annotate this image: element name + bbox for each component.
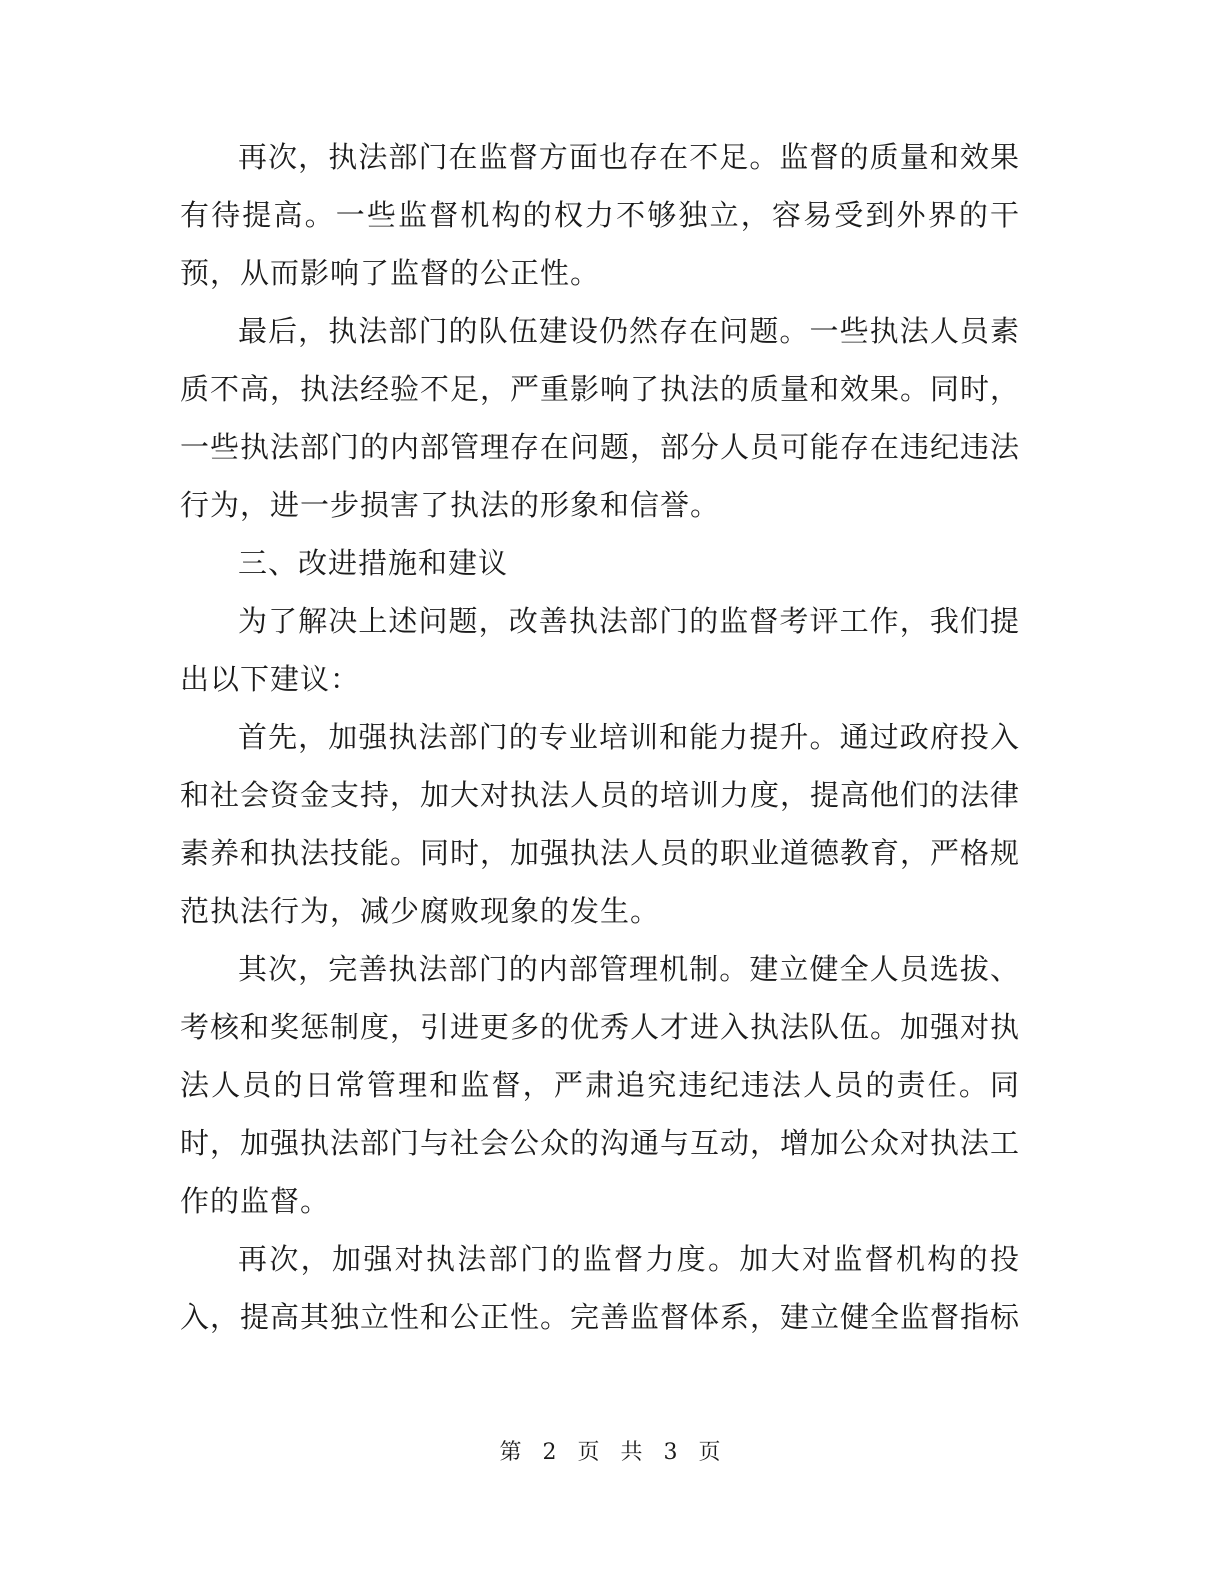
- paragraph-training: 首先，加强执法部门的专业培训和能力提升。通过政府投入和社会资金支持，加大对执法人员的培训力度，提高他们的法律素养和执法技能。同时，加强执法人员的职业道德教育，严格规范执法行为，减少腐败现象的发生。: [180, 720, 1021, 928]
- section-heading-improvements: 三、改进措施和建议: [238, 546, 509, 580]
- paragraph-supervision-deficiency: 再次，执法部门在监督方面也存在不足。监督的质量和效果有待提高。一些监督机构的权力不够独立，容易受到外界的干预，从而影响了监督的公正性。: [180, 140, 1020, 290]
- paragraph-intro-suggestions: 为了解决上述问题，改善执法部门的监督考评工作，我们提出以下建议：: [180, 604, 1020, 696]
- document-body: [180, 128, 1020, 1346]
- page-number-footer: 第 2 页 共 3 页: [499, 1440, 725, 1465]
- paragraph-internal-management: 其次，完善执法部门的内部管理机制。建立健全人员选拔、考核和奖惩制度，引进更多的优秀人才进入执法队伍。加强对执法人员的日常管理和监督，严肃追究违纪违法人员的责任。同时，加强执法部门与社会公众的沟通与互动，增加公众对执法工作的监督。: [180, 952, 1021, 1218]
- paragraph-team-building: 最后，执法部门的队伍建设仍然存在问题。一些执法人员素质不高，执法经验不足，严重影响了执法的质量和效果。同时，一些执法部门的内部管理存在问题，部分人员可能存在违纪违法行为，进一步损害了执法的形象和信誉。: [180, 314, 1021, 522]
- paragraph-supervision-strength: 再次，加强对执法部门的监督力度。加大对监督机构的投入，提高其独立性和公正性。完善监督体系，建立健全监督指标: [180, 1242, 1021, 1334]
